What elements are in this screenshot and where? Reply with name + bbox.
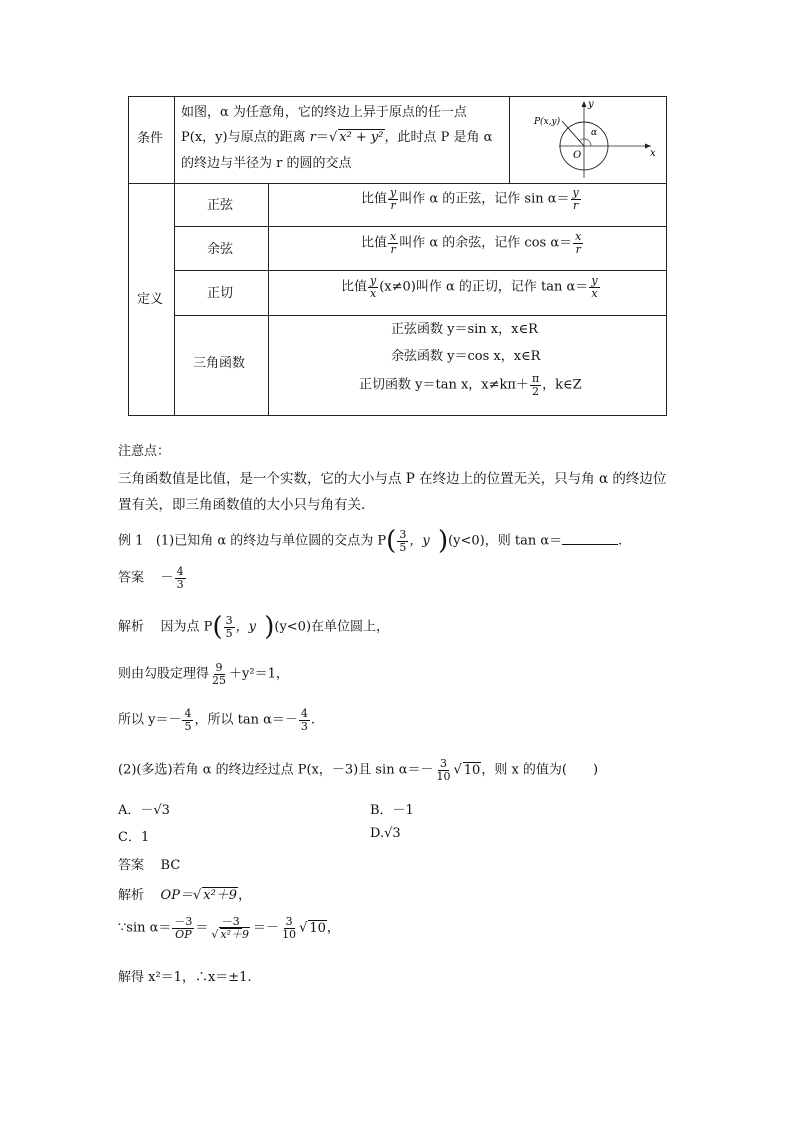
- equals-sign: ＝－: [253, 920, 280, 936]
- analysis-text: ，: [326, 920, 340, 936]
- function-text: 正切函数 y＝tan x，x≠kπ＋: [359, 377, 529, 393]
- radicand: 10: [463, 762, 481, 778]
- definition-text: 比值: [341, 279, 368, 295]
- question-text: (2)(多选)若角 α 的终边经过点 P(x，－3)且 sin α＝－: [118, 762, 434, 778]
- sine-name: 正弦: [207, 198, 234, 213]
- cosine-function: 余弦函数 y＝cos x，x∈R: [391, 349, 541, 364]
- analysis-text: ，y: [235, 619, 256, 635]
- condition-label: 条件: [137, 131, 164, 146]
- paren-open: (: [212, 612, 223, 642]
- condition-text-line1: 如图，α 为任意角，它的终边上异于原点的任一点: [181, 105, 467, 120]
- fraction: [573, 231, 583, 255]
- denominator: 3: [176, 577, 184, 591]
- denominator: 3: [300, 719, 308, 733]
- radius-symbol: r: [309, 130, 316, 145]
- sqrt-icon: √: [328, 130, 338, 145]
- numerator: y: [370, 274, 377, 287]
- answer-label: 答案: [118, 570, 145, 586]
- analysis-text: 因为点 P: [160, 619, 213, 635]
- definition-table: [128, 96, 667, 416]
- x-axis-label: x: [650, 148, 656, 159]
- equals-sign: ＝: [315, 130, 329, 145]
- fraction: [224, 615, 235, 639]
- denominator: OP: [175, 927, 192, 941]
- radicand: x²＋9: [220, 927, 250, 941]
- analysis-text: (y<0)在单位圆上，: [274, 619, 390, 635]
- example1-step3: [118, 708, 315, 732]
- definition-text: 叫作 α 的余弦，记作 cos α＝: [399, 235, 573, 251]
- notes-line2: 置有关，即三角函数值的大小只与角有关．: [118, 497, 375, 513]
- paren-close: ): [264, 612, 275, 642]
- sqrt-icon: √: [453, 762, 462, 778]
- denominator: [209, 929, 252, 941]
- fraction: [210, 662, 228, 686]
- denominator: r: [390, 198, 396, 212]
- cosine-definition: [361, 231, 584, 255]
- definition-text: 比值: [361, 191, 388, 207]
- analysis-label: 解析: [118, 619, 145, 635]
- radicand: x² + y²: [339, 130, 384, 145]
- fraction: [530, 373, 541, 397]
- analysis-label: 解析: [118, 888, 145, 903]
- alpha-label: α: [591, 128, 598, 138]
- denominator: 10: [282, 927, 297, 941]
- option-d[interactable]: D.√3: [370, 826, 401, 841]
- numerator: y: [591, 274, 598, 287]
- example1-answer1: [118, 566, 187, 590]
- analysis-text: ＋y²＝1，: [229, 666, 289, 682]
- sine-function: 正弦函数 y＝sin x，x∈R: [391, 322, 538, 337]
- fraction: [368, 275, 378, 299]
- example1-question1: [118, 528, 622, 554]
- answer-blank: [562, 532, 618, 545]
- sqrt-icon: √: [299, 920, 308, 936]
- denominator: r: [575, 242, 581, 256]
- numerator: 3: [439, 757, 447, 770]
- tangent-name: 正切: [207, 286, 234, 301]
- denominator: 5: [184, 719, 192, 733]
- trig-functions-name: 三角函数: [193, 356, 246, 371]
- fraction: [589, 275, 599, 299]
- question-text: (y<0)，则 tan α＝: [448, 533, 563, 549]
- analysis-text: ，所以 tan α＝－: [194, 712, 298, 728]
- tangent-function: [359, 373, 582, 397]
- fraction: [172, 916, 194, 940]
- unit-circle-diagram: [511, 98, 665, 182]
- numerator: 9: [215, 661, 223, 674]
- y-axis-arrow-icon: [582, 101, 587, 107]
- question-text: ，y: [409, 533, 430, 549]
- table-divider: [129, 183, 666, 184]
- condition-text-part: ，此时点 P 是角 α: [384, 130, 493, 145]
- fraction: [182, 708, 193, 732]
- function-text: ，k∈Z: [542, 377, 582, 393]
- denominator: 5: [399, 540, 407, 554]
- example1-step2: [118, 662, 289, 686]
- definition-label: 定义: [137, 292, 164, 307]
- table-divider: [174, 315, 666, 316]
- paren-open: (: [386, 526, 397, 556]
- fraction: [388, 187, 398, 211]
- denominator: 5: [225, 626, 233, 640]
- radicand: 10: [309, 920, 326, 936]
- condition-text: (x≠0): [379, 279, 416, 295]
- denominator: x: [591, 286, 598, 300]
- sqrt-icon: √: [211, 927, 219, 941]
- sine-definition: [361, 187, 582, 211]
- numerator: 4: [176, 565, 184, 578]
- fraction: [388, 231, 398, 255]
- sqrt-icon: √: [192, 888, 202, 903]
- answer-sign: －: [160, 570, 174, 586]
- denominator: r: [573, 198, 579, 212]
- fraction: [175, 566, 186, 590]
- table-divider: [509, 97, 510, 183]
- analysis-text: ∵sin α＝: [118, 920, 172, 936]
- example1-answer2: [118, 854, 180, 873]
- example1-analysis1: [118, 614, 389, 640]
- notes-line1: 三角函数值是比值，是一个实数，它的大小与点 P 在终边上的位置无关，只与角 α 的终边位: [118, 471, 667, 487]
- numerator: x: [575, 230, 582, 243]
- option-c[interactable]: C．1: [118, 830, 150, 845]
- cosine-name: 余弦: [207, 242, 234, 257]
- numerator: 4: [184, 707, 192, 720]
- numerator: －3: [221, 915, 240, 928]
- table-divider: [268, 183, 269, 415]
- definition-text: 叫作 α 的正弦，记作 sin α＝: [399, 191, 570, 207]
- condition-text-line2: [181, 126, 492, 145]
- numerator: 4: [300, 707, 308, 720]
- example-label: 例 1: [118, 533, 144, 549]
- example1-analysis2: [118, 884, 251, 903]
- analysis-text: ，: [238, 888, 252, 903]
- denominator: x: [370, 286, 377, 300]
- equals-sign: ＝: [195, 920, 209, 936]
- table-divider: [174, 226, 666, 227]
- numerator: y: [572, 186, 579, 199]
- notes-title: 注意点：: [118, 444, 171, 459]
- question-text: .: [618, 533, 623, 549]
- numerator: π: [531, 372, 540, 385]
- paren-close: ): [437, 526, 449, 556]
- numerator: 3: [225, 613, 233, 627]
- denominator: 2: [532, 384, 540, 398]
- analysis-text: 则由勾股定理得: [118, 666, 210, 682]
- analysis-text: 所以 y＝－: [118, 712, 182, 728]
- question-text: ，则 x 的值为( ): [481, 762, 599, 778]
- origin-label: O: [573, 150, 582, 161]
- analysis-text: OP＝: [160, 888, 193, 903]
- example1-solution: 解得 x²＝1，∴x＝±1.: [118, 970, 252, 985]
- table-divider: [174, 97, 175, 415]
- fraction: [299, 708, 310, 732]
- numerator: y: [390, 186, 397, 199]
- numerator: 3: [399, 527, 407, 541]
- fraction: [571, 187, 581, 211]
- numerator: 3: [285, 915, 293, 928]
- numerator: －3: [174, 915, 193, 928]
- denominator: 10: [436, 769, 451, 783]
- tangent-definition: [341, 275, 601, 299]
- fraction: [397, 529, 408, 553]
- y-axis-label: y: [588, 99, 594, 110]
- example1-sin-derivation: [118, 916, 340, 940]
- answer-value: BC: [160, 858, 181, 873]
- example1-question2: [118, 758, 598, 782]
- condition-text-line3: 的终边与半径为 r 的圆的交点: [181, 156, 352, 171]
- condition-text-part: P(x，y)与原点的距离: [181, 130, 310, 145]
- definition-text: 叫作 α 的正切，记作 tan α＝: [415, 279, 589, 295]
- option-b[interactable]: B．－1: [370, 803, 414, 818]
- fraction: [434, 758, 452, 782]
- fraction: [280, 916, 298, 940]
- point-p-label: P(x,y): [534, 117, 561, 127]
- option-a[interactable]: A．－√3: [118, 803, 170, 818]
- definition-text: 比值: [361, 235, 388, 251]
- denominator: r: [390, 242, 396, 256]
- question-text: (1)已知角 α 的终边与单位圆的交点为 P: [155, 533, 387, 549]
- analysis-text: .: [310, 712, 316, 728]
- answer-label: 答案: [118, 858, 145, 873]
- denominator: 25: [212, 673, 227, 687]
- radicand: x²＋9: [203, 888, 238, 903]
- numerator: x: [390, 230, 397, 243]
- table-divider: [174, 270, 666, 271]
- fraction: [209, 916, 252, 940]
